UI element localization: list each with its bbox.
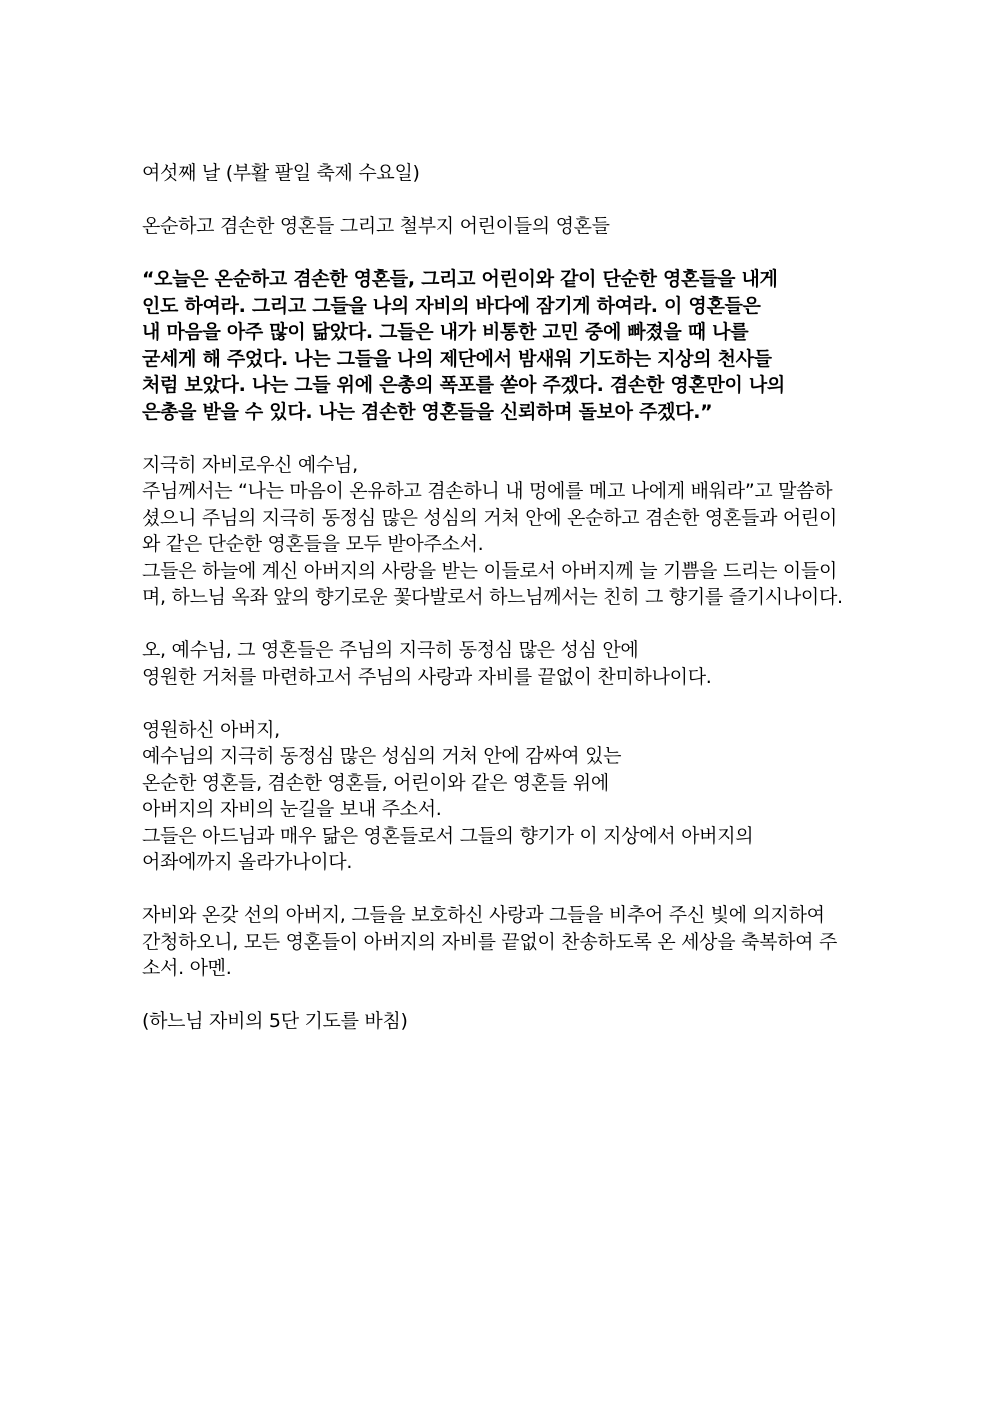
prayer-line: 소서. 아멘. — [142, 957, 232, 979]
spacer — [142, 611, 862, 638]
jesus-quote — [142, 266, 862, 425]
prayer-line: 아버지의 자비의 눈길을 보내 주소서. — [142, 798, 442, 820]
prayer-line: 자비와 온갖 선의 아버지, 그들을 보호하신 사랑과 그들을 비추어 주신 빛에 의지하여 — [142, 904, 825, 926]
prayer-line: 며, 하느님 옥좌 앞의 향기로운 꽃다발로서 하느님께서는 친히 그 향기를 즐기시나이다. — [142, 586, 843, 608]
prayer-line: 그들은 아드님과 매우 닮은 영혼들로서 그들의 향기가 이 지상에서 아버지의 — [142, 824, 754, 847]
prayer-line: 셨으니 주님의 지극히 동정심 많은 성심의 거처 안에 온순하고 겸손한 영혼들과 어린이 — [142, 506, 838, 529]
prayer-line: 와 같은 단순한 영혼들을 모두 받아주소서. — [142, 533, 484, 555]
prayer-line: 지극히 자비로우신 예수님, — [142, 453, 358, 476]
spacer — [142, 240, 862, 267]
spacer — [142, 876, 862, 903]
prayer-line: 오, 예수님, 그 영혼들은 주님의 지극히 동정심 많은 성심 안에 — [142, 639, 639, 661]
quote-line: “오늘은 온순하고 겸손한 영혼들, 그리고 어린이와 같이 단순한 영혼들을 내게 — [142, 268, 778, 290]
section-subtitle: 온순하고 겸손한 영혼들 그리고 철부지 어린이들의 영혼들 — [142, 215, 610, 237]
spacer — [142, 982, 862, 1009]
quote-line: 내 마음을 아주 많이 닮았다. 그들은 내가 비통한 고민 중에 빠졌을 때 나를 — [142, 321, 749, 343]
prayer-line: 영원한 거처를 마련하고서 주님의 사랑과 자비를 끝없이 찬미하나이다. — [142, 665, 712, 688]
prayer-to-father — [142, 717, 862, 876]
day-title: 여섯째 날 (부활 팔일 축제 수요일) — [142, 162, 420, 184]
quote-line: 은총을 받을 수 있다. 나는 겸손한 영혼들을 신뢰하며 돌보아 주겠다.” — [142, 400, 713, 423]
quote-line: 인도 하여라. 그리고 그들을 나의 자비의 바다에 잠기게 하여라. 이 영혼들은 — [142, 294, 761, 317]
prayer-praise — [142, 637, 862, 690]
prayer-line: 그들은 하늘에 계신 아버지의 사랑을 받는 이들로서 아버지께 늘 기쁨을 드리는 이들이 — [142, 559, 838, 582]
quote-line: 굳세게 해 주었다. 나는 그들을 나의 제단에서 밤새워 기도하는 지상의 천사들 — [142, 347, 772, 370]
closing-note: (하느님 자비의 5단 기도를 바침) — [142, 1010, 408, 1032]
prayer-line: 어좌에까지 올라가나이다. — [142, 851, 353, 873]
prayer-to-jesus — [142, 452, 862, 611]
spacer — [142, 425, 862, 452]
prayer-line: 간청하오니, 모든 영혼들이 아버지의 자비를 끝없이 찬송하도록 온 세상을 축복하여 주 — [142, 930, 838, 953]
prayer-line: 예수님의 지극히 동정심 많은 성심의 거처 안에 감싸여 있는 — [142, 745, 622, 767]
prayer-line: 영원하신 아버지, — [142, 718, 280, 741]
prayer-line: 온순한 영혼들, 겸손한 영혼들, 어린이와 같은 영혼들 위에 — [142, 771, 609, 794]
spacer — [142, 187, 862, 214]
quote-line: 처럼 보았다. 나는 그들 위에 은총의 폭포를 쏟아 주겠다. 겸손한 영혼만이 나의 — [142, 374, 785, 396]
prayer-blessing — [142, 902, 862, 982]
prayer-line: 주님께서는 “나는 마음이 온유하고 겸손하니 내 멍에를 메고 나에게 배워라”고 말씀하 — [142, 480, 833, 502]
document-body — [142, 160, 862, 1035]
spacer — [142, 690, 862, 717]
